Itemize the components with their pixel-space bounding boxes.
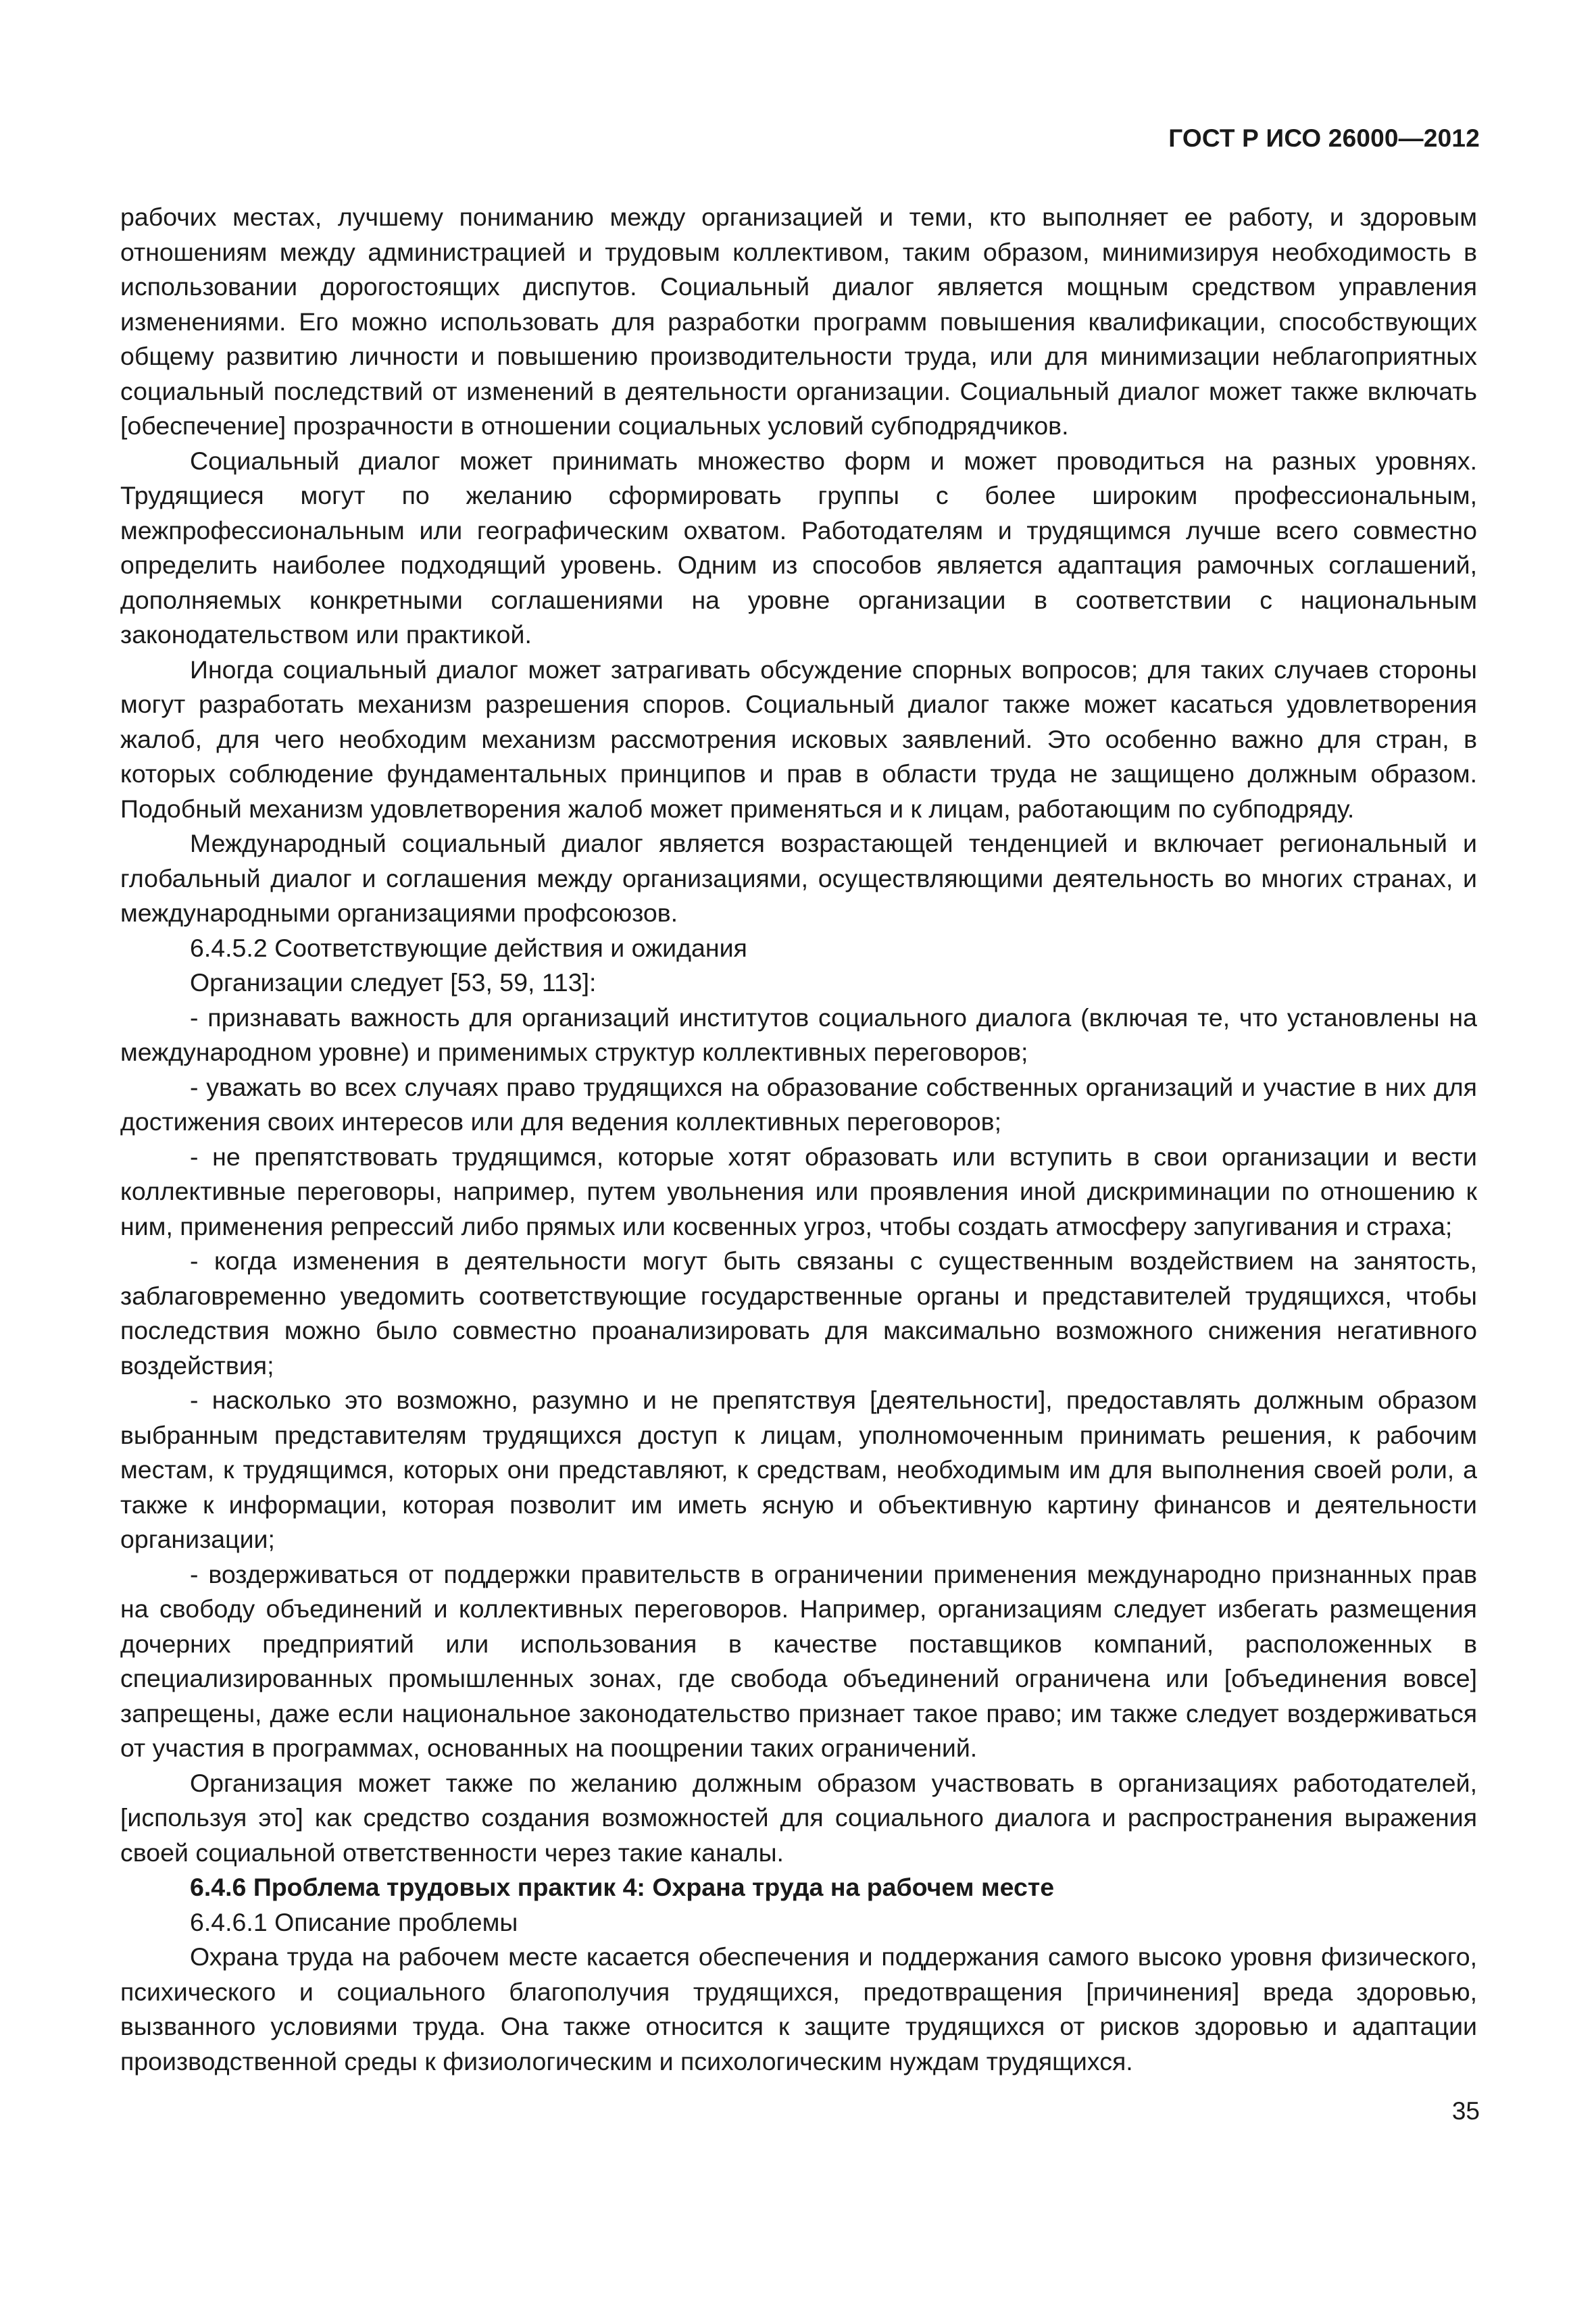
paragraph: Организации следует [53, 59, 113]:	[190, 968, 597, 997]
paragraph: Социальный диалог может принимать множество форм и может проводиться на разных уровнях. Трудящиеся могут по желанию сформировать группы с более широким профессиональным, межпрофессиональным или географическим охватом. Работодателям и трудящимся лучше всего совместно определить наиболее подходящий уровень. Одним из способов является адаптация рамочных соглашений, дополняемых конкретными соглашениями на уровне организации в соответствии с национальным законодательством или практикой.	[120, 446, 1477, 649]
section-heading: 6.4.6 Проблема трудовых практик 4: Охрана труда на рабочем месте	[190, 1873, 1055, 1901]
body-text	[120, 200, 1477, 2079]
paragraph: Иногда социальный диалог может затрагивать обсуждение спорных вопросов; для таких случаев стороны могут разработать механизм разрешения споров. Социальный диалог также может касаться удовлетворения жалоб, для чего необходим механизм рассмотрения исковых заявлений. Это особенно важно для стран, в которых соблюдение фундаментальных принципов и прав в области труда не защищено должным образом. Подобный механизм удовлетворения жалоб может применяться и к лицам, работающим по субподряду.	[120, 655, 1477, 823]
paragraph: Охрана труда на рабочем месте касается обеспечения и поддержания самого высоко уровня физического, психического и социального благополучия трудящихся, предотвращения [причинения] вреда здоровью, вызванного условиями труда. Она также относится к защите трудящихся от рисков здоровью и адаптации производственной среды к физиологическим и психологическим нуждам трудящихся.	[120, 1942, 1477, 2076]
paragraph: Организация может также по желанию должным образом участвовать в организациях работодателей, [используя это] как средство создания возможностей для социального диалога и распространения выражения своей социальной ответственности через такие каналы.	[120, 1768, 1477, 1867]
paragraph: Международный социальный диалог является возрастающей тенденцией и включает региональный и глобальный диалог и соглашения между организациями, осуществляющими деятельность во многих странах, и международными организациями профсоюзов.	[120, 829, 1477, 927]
list-item: - воздерживаться от поддержки правительств в ограничении применения международно признанных прав на свободу объединений и коллективных переговоров. Например, организациям следует избегать размещения дочерних предприятий или использования в качестве поставщиков компаний, расположенных в специализированных промышленных зонах, где свобода объединений ограничена или [объединения вовсе] запрещены, даже если национальное законодательство признает такое право; им также следует воздерживаться от участия в программах, основанных на поощрении таких ограничений.	[120, 1559, 1477, 1762]
list-item: - уважать во всех случаях право трудящихся на образование собственных организаций и участие в них для достижения своих интересов или для ведения коллективных переговоров;	[120, 1072, 1477, 1136]
list-item: - когда изменения в деятельности могут быть связаны с существенным воздействием на занятость, заблаговременно уведомить соответствующие государственные органы и представителей трудящихся, чтобы последствия можно было совместно проанализировать для максимально возможного снижения негативного воздействия;	[120, 1247, 1477, 1380]
list-item: - насколько это возможно, разумно и не препятствуя [деятельности], предоставлять должным образом выбранным представителям трудящихся доступ к лицам, уполномоченным принимать решения, к рабочим местам, к трудящимся, которых они представляют, к средствам, необходимым им для выполнения своей роли, а также к информации, которая позволит им иметь ясную и объективную картину финансов и деятельности организации;	[120, 1386, 1477, 1553]
standard-header: ГОСТ Р ИСО 26000—2012	[1168, 124, 1480, 152]
list-item: - признавать важность для организаций институтов социального диалога (включая те, что установлены на международном уровне) и применимых структур коллективных переговоров;	[120, 1003, 1477, 1066]
subsection-heading: 6.4.5.2 Соответствующие действия и ожидания	[190, 933, 747, 962]
subsection-heading: 6.4.6.1 Описание проблемы	[190, 1907, 518, 1936]
list-item: - не препятствовать трудящимся, которые хотят образовать или вступить в свои организации и вести коллективные переговоры, например, путем увольнения или проявления иной дискриминации по отношению к ним, применения репрессий либо прямых или косвенных угроз, чтобы создать атмосферу запугивания и страха;	[120, 1142, 1477, 1240]
paragraph-continuation: рабочих местах, лучшему пониманию между организацией и теми, кто выполняет ее работу, и здоровым отношениям между администрацией и трудовым коллективом, таким образом, минимизируя необходимость в использовании дорогостоящих диспутов. Социальный диалог является мощным средством управления изменениями. Его можно использовать для разработки программ повышения квалификации, способствующих общему развитию личности и повышению производительности труда, или для минимизации неблагоприятных социальный последствий от изменений в деятельности организации. Социальный диалог может также включать [обеспечение] прозрачности в отношении социальных условий субподрядчиков.	[120, 203, 1477, 440]
page-number: 35	[1451, 2097, 1480, 2125]
